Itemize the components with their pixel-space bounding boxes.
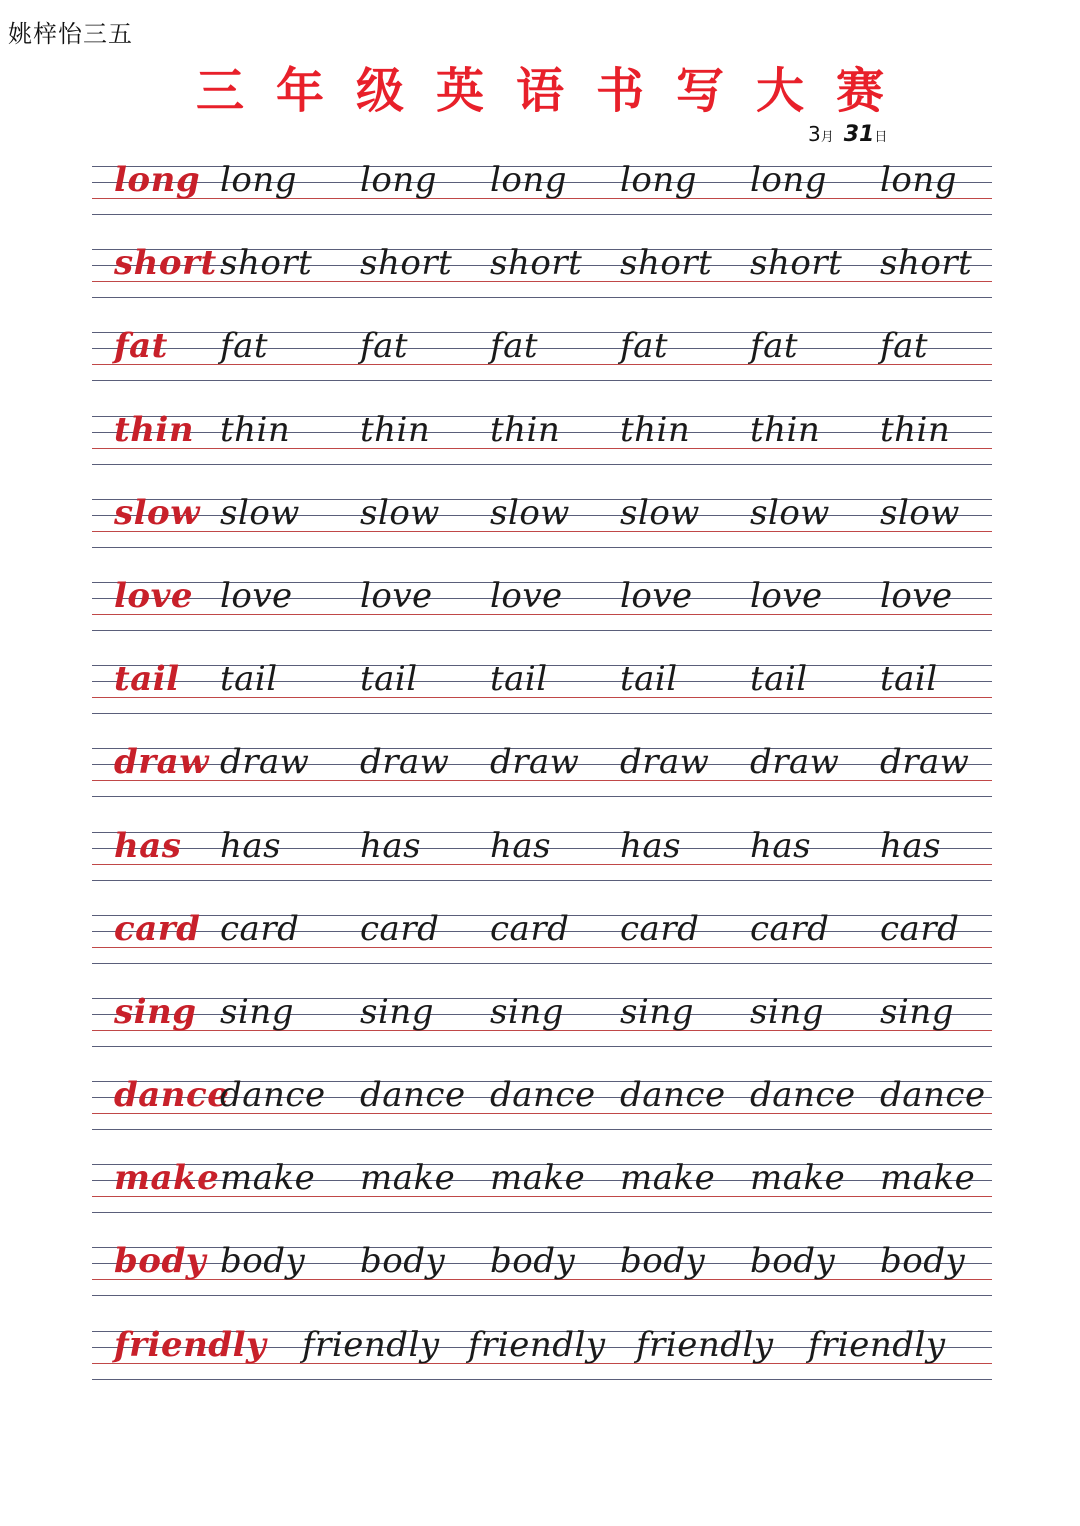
practice-word: thin [360, 409, 431, 450]
model-word: fat [114, 326, 168, 367]
practice-word: card [490, 908, 570, 949]
ruling-line [92, 1212, 992, 1213]
practice-word: love [880, 575, 953, 616]
practice-word: slow [220, 492, 300, 533]
practice-word: tail [490, 659, 548, 700]
practice-word: make [880, 1158, 976, 1199]
title-char: 级 [355, 63, 404, 119]
practice-word: long [490, 160, 568, 200]
ruling-line [92, 880, 992, 881]
model-word: love [114, 575, 193, 616]
practice-word: card [620, 908, 700, 949]
practice-word: love [490, 575, 563, 616]
practice-word: tail [360, 659, 418, 700]
model-word: dance [114, 1075, 230, 1116]
practice-word: body [620, 1241, 706, 1282]
page-title [0, 52, 1080, 121]
ruling-line [92, 464, 992, 465]
practice-word: has [750, 825, 812, 866]
model-word: short [114, 243, 217, 284]
practice-word: slow [620, 492, 700, 533]
model-word: tail [114, 659, 180, 700]
practice-word: draw [880, 742, 970, 783]
writing-sheet [92, 158, 992, 1406]
title-char: 年 [275, 63, 324, 119]
practice-word: tail [620, 659, 678, 700]
practice-word: long [750, 160, 828, 200]
model-word: slow [114, 492, 201, 533]
practice-word: short [750, 243, 843, 284]
practice-word: love [360, 575, 433, 616]
date [808, 122, 887, 147]
writing-row [92, 1323, 992, 1406]
writing-row [92, 574, 992, 657]
writing-row [92, 241, 992, 324]
practice-word: dance [880, 1075, 986, 1116]
practice-word: draw [360, 742, 450, 783]
practice-word: make [490, 1158, 586, 1199]
practice-word: short [360, 243, 453, 284]
practice-word: make [220, 1158, 316, 1199]
ruling-line [92, 1379, 992, 1380]
practice-word: body [360, 1241, 446, 1282]
practice-word: slow [880, 492, 960, 533]
practice-word: has [220, 825, 282, 866]
practice-word: slow [360, 492, 440, 533]
date-month: 3 [808, 122, 821, 146]
title-char: 语 [515, 63, 564, 119]
writing-row [92, 657, 992, 740]
writing-row [92, 990, 992, 1073]
practice-word: dance [620, 1075, 726, 1116]
practice-word: draw [490, 742, 580, 783]
practice-word: long [220, 160, 298, 200]
date-month-label: 月 [820, 130, 834, 145]
ruling-line [92, 713, 992, 714]
writing-row [92, 408, 992, 491]
ruling-line [92, 297, 992, 298]
practice-word: long [620, 160, 698, 200]
practice-word: make [360, 1158, 456, 1199]
practice-word: thin [490, 409, 561, 450]
practice-word: tail [750, 659, 808, 700]
practice-word: friendly [468, 1324, 606, 1365]
title-char: 写 [675, 63, 724, 119]
model-word: make [114, 1158, 220, 1199]
practice-word: sing [880, 991, 954, 1032]
practice-word: make [750, 1158, 846, 1199]
practice-word: sing [220, 991, 294, 1032]
practice-word: fat [360, 326, 409, 367]
practice-word: long [880, 160, 958, 200]
ruling-line [92, 1295, 992, 1296]
practice-word: body [750, 1241, 836, 1282]
ruling-line [92, 547, 992, 548]
practice-word: dance [360, 1075, 466, 1116]
model-word: has [114, 825, 182, 866]
date-day: 31 [843, 122, 875, 147]
practice-word: friendly [808, 1324, 946, 1365]
ruling-line [92, 630, 992, 631]
practice-word: thin [880, 409, 951, 450]
model-word: draw [114, 742, 209, 783]
practice-word: body [220, 1241, 306, 1282]
practice-word: card [220, 908, 300, 949]
practice-word: has [620, 825, 682, 866]
model-word: friendly [114, 1324, 267, 1365]
practice-word: sing [620, 991, 694, 1032]
model-word: thin [114, 409, 195, 450]
ruling-line [92, 963, 992, 964]
writing-row [92, 907, 992, 990]
practice-word: love [750, 575, 823, 616]
practice-word: tail [880, 659, 938, 700]
writing-row [92, 1239, 992, 1322]
practice-word: has [880, 825, 942, 866]
model-word: body [114, 1241, 206, 1282]
practice-word: sing [490, 991, 564, 1032]
title-char: 三 [195, 63, 244, 119]
writing-row [92, 158, 992, 241]
practice-word: make [620, 1158, 716, 1199]
student-name: 姚梓怡三五 [8, 20, 133, 48]
title-char: 书 [595, 63, 644, 119]
practice-word: short [220, 243, 313, 284]
practice-word: card [750, 908, 830, 949]
practice-word: friendly [636, 1324, 774, 1365]
model-word: card [114, 908, 201, 949]
date-day-label: 日 [874, 130, 888, 145]
ruling-line [92, 214, 992, 215]
practice-word: short [880, 243, 973, 284]
practice-word: fat [750, 326, 799, 367]
practice-word: thin [220, 409, 291, 450]
model-word: sing [114, 991, 197, 1032]
practice-word: sing [360, 991, 434, 1032]
practice-word: tail [220, 659, 278, 700]
writing-row [92, 824, 992, 907]
practice-word: dance [490, 1075, 596, 1116]
practice-word: dance [220, 1075, 326, 1116]
practice-word: body [880, 1241, 966, 1282]
practice-word: fat [620, 326, 669, 367]
writing-row [92, 324, 992, 407]
writing-row [92, 1073, 992, 1156]
practice-word: fat [880, 326, 929, 367]
practice-word: has [490, 825, 552, 866]
practice-word: long [360, 160, 438, 200]
practice-word: short [490, 243, 583, 284]
practice-word: card [360, 908, 440, 949]
writing-row [92, 491, 992, 574]
practice-word: slow [490, 492, 570, 533]
ruling-line [92, 796, 992, 797]
writing-row [92, 740, 992, 823]
practice-word: card [880, 908, 960, 949]
practice-word: body [490, 1241, 576, 1282]
ruling-line [92, 1129, 992, 1130]
practice-word: friendly [302, 1324, 440, 1365]
practice-word: love [220, 575, 293, 616]
practice-word: fat [220, 326, 269, 367]
practice-word: dance [750, 1075, 856, 1116]
ruling-line [92, 380, 992, 381]
ruling-line [92, 1046, 992, 1047]
practice-word: thin [750, 409, 821, 450]
practice-word: love [620, 575, 693, 616]
title-char: 英 [435, 63, 484, 119]
practice-word: draw [750, 742, 840, 783]
practice-word: fat [490, 326, 539, 367]
title-char: 赛 [835, 63, 884, 119]
writing-row [92, 1156, 992, 1239]
practice-word: sing [750, 991, 824, 1032]
model-word: long [114, 160, 201, 200]
practice-word: draw [220, 742, 310, 783]
practice-word: slow [750, 492, 830, 533]
title-char: 大 [755, 63, 804, 119]
practice-word: draw [620, 742, 710, 783]
practice-word: has [360, 825, 422, 866]
practice-word: short [620, 243, 713, 284]
practice-word: thin [620, 409, 691, 450]
